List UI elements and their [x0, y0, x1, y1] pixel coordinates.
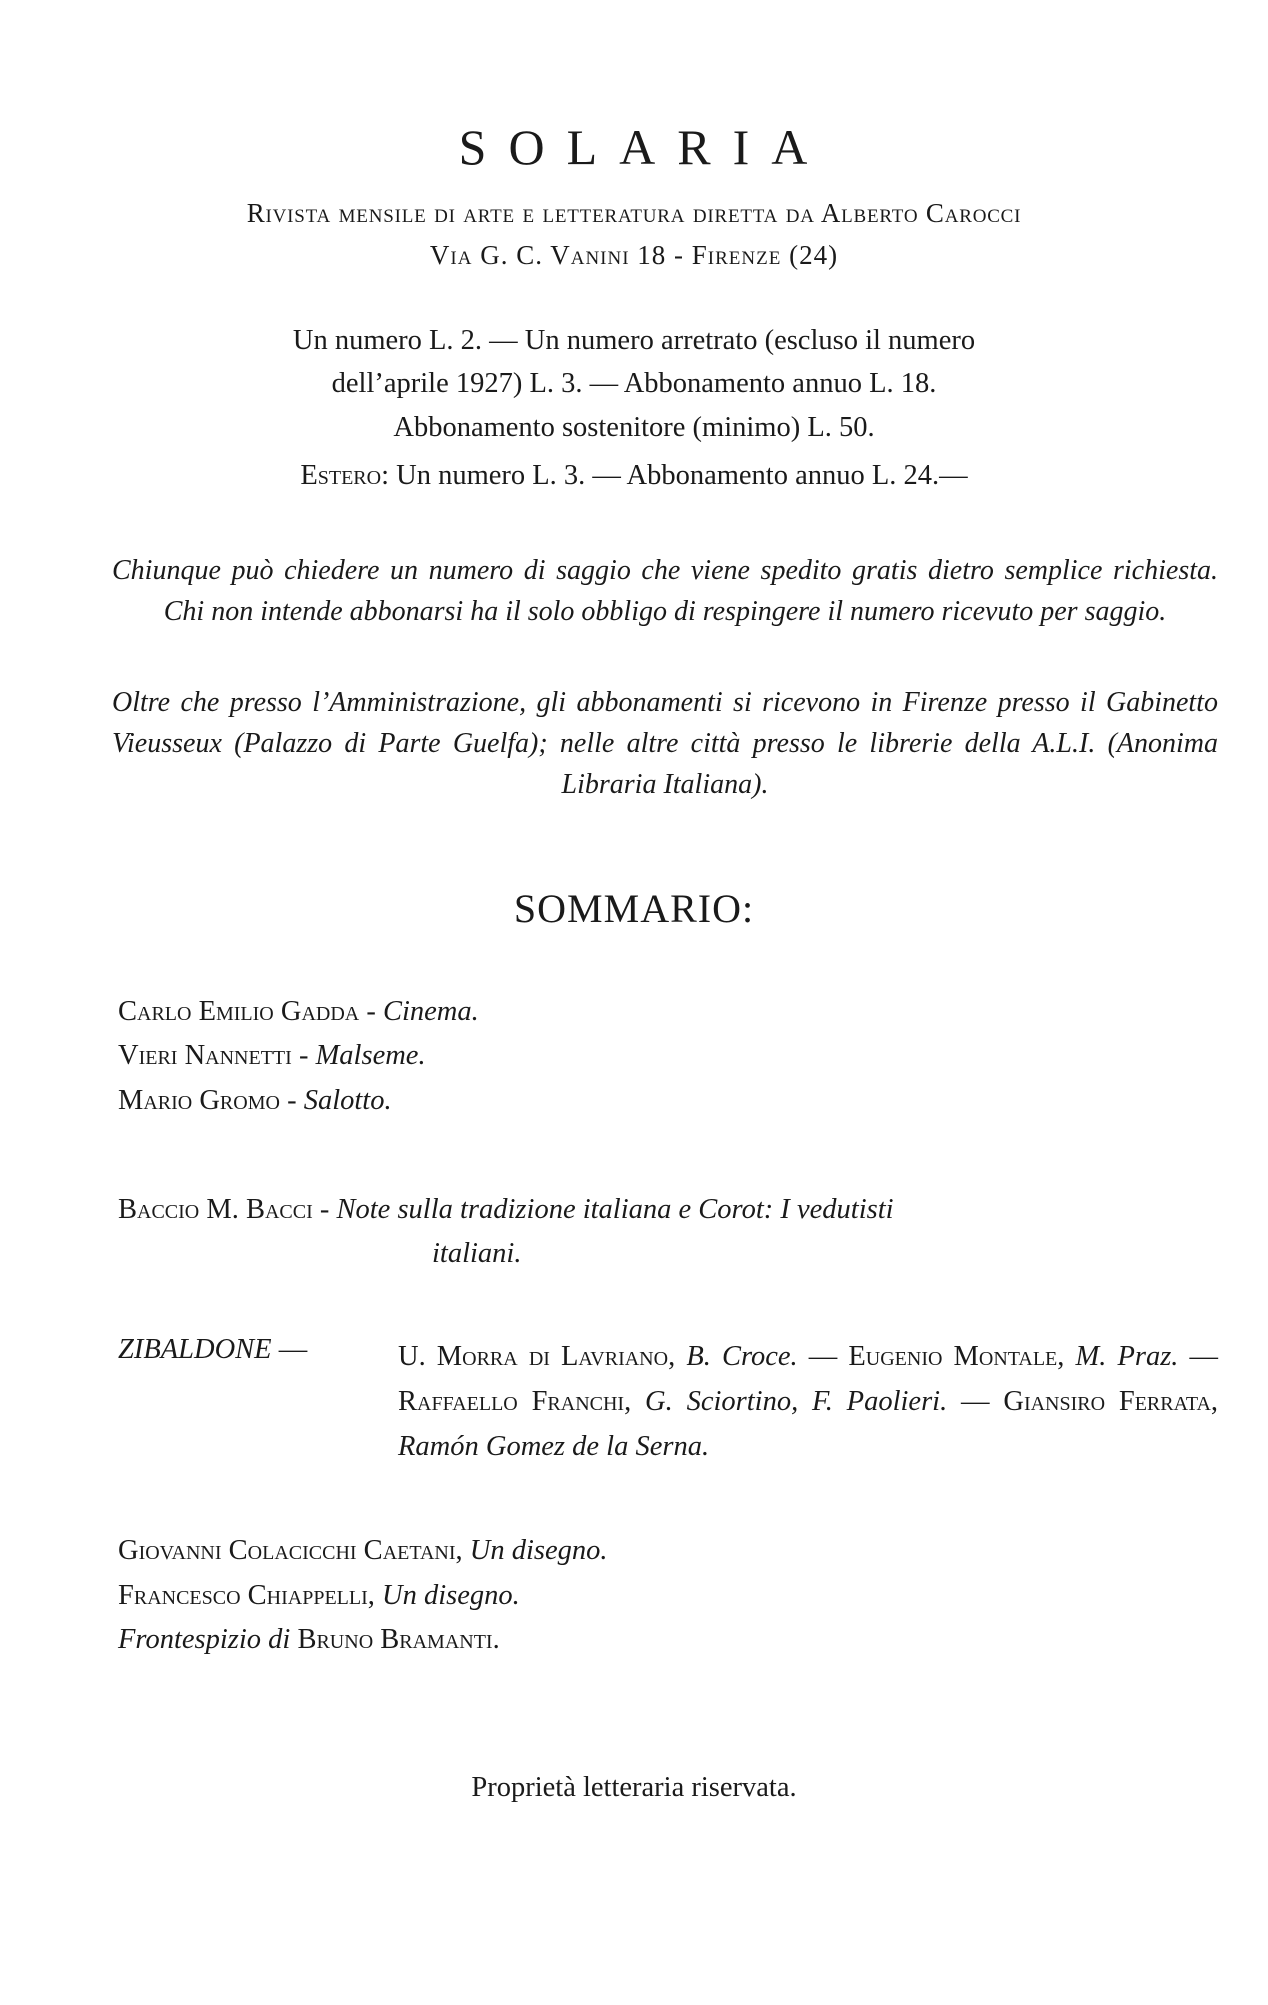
price-line-1: Un numero L. 2. — Un numero arretrato (escluso il numero	[292, 325, 976, 356]
zibaldone-dash: —	[271, 1334, 308, 1365]
zib-work: Ramón Gomez de la Serna.	[398, 1431, 710, 1462]
price-line-estero	[0, 460, 1268, 492]
toc-entry-bacci	[118, 1194, 894, 1226]
zib-work: B. Croce.	[686, 1341, 798, 1372]
price-line-3: Abbonamento sostenitore (minimo) L. 50.	[393, 412, 875, 443]
estero-text: : Un numero L. 3. — Abbonamento annuo L. 24.—	[381, 460, 968, 491]
price-line-2: dell’aprile 1927) L. 3. — Abbonamento annuo L. 18.	[331, 368, 937, 399]
zib-author: Raffaello Franchi	[398, 1386, 625, 1417]
toc-work: Note sulla tradizione italiana e Corot: I vedutisti	[336, 1194, 894, 1225]
zib-author: U. Morra di Lavriano	[398, 1341, 669, 1372]
toc-work: Malseme.	[315, 1040, 426, 1071]
illus-work: Un disegno.	[382, 1580, 520, 1611]
magazine-title: SOLARIA	[458, 119, 830, 175]
sommario-heading: SOMMARIO:	[513, 886, 755, 931]
zib-author: Eugenio Montale	[848, 1341, 1058, 1372]
toc-sep: -	[359, 996, 383, 1027]
toc-work: Cinema.	[382, 996, 479, 1027]
illus-work: Un disegno.	[469, 1535, 608, 1566]
illustration-entry: Giovanni Colacicchi Caetani, Un disegno.	[118, 1535, 608, 1566]
magazine-subtitle: Rivista mensile di arte e letteratura diretta da Alberto Carocci	[246, 198, 1022, 228]
toc-entry	[118, 1040, 426, 1072]
estero-label: Estero	[300, 460, 382, 491]
zib-work: G. Sciortino, F. Paolieri.	[645, 1386, 948, 1417]
magazine-address: Via G. C. Vanini 18 - Firenze (24)	[429, 240, 839, 270]
toc-sep: -	[312, 1194, 337, 1225]
toc-entry	[118, 996, 479, 1028]
toc-author: Baccio M. Bacci	[118, 1194, 313, 1225]
frontispiece-entry	[118, 1624, 500, 1656]
zibaldone-title: ZIBALDONE	[118, 1334, 272, 1365]
toc-sep: -	[291, 1040, 316, 1071]
zib-work: M. Praz.	[1075, 1341, 1179, 1372]
subscription-note: Oltre che presso l’Amministrazione, gli abbonamenti si ricevono in Firenze presso il Gabinetto Vieusseux (Palazzo di Parte Guelfa); nelle altre città presso le librerie della A.L.I. (Anonima Libraria Italiana).	[112, 687, 1218, 800]
zibaldone-contents: U. Morra di Lavriano, B. Croce. — Eugenio Montale, M. Praz. — Raffaello Franchi, G. Sciortino, F. Paolieri. — Giansiro Ferrata, Ramón Gomez de la Serna.	[398, 1341, 1219, 1462]
zib-author: Giansiro Ferrata	[1003, 1386, 1211, 1417]
illustration-entry: Francesco Chiappelli, Un disegno.	[118, 1580, 520, 1611]
toc-sep: -	[279, 1085, 304, 1116]
toc-work-continuation: italiani.	[432, 1238, 522, 1269]
toc-author: Vieri Nannetti	[118, 1040, 292, 1071]
copyright-notice: Proprietà letteraria riservata.	[471, 1772, 797, 1803]
sample-note: Chiunque può chiedere un numero di saggio che viene spedito gratis dietro semplice richiesta. Chi non intende abbonarsi ha il solo obbligo di respingere il numero ricevuto per saggio.	[112, 555, 1218, 627]
toc-work: Salotto.	[303, 1085, 392, 1116]
toc-author: Mario Gromo	[118, 1085, 280, 1116]
frontispiece-prefix: Frontespizio di	[118, 1624, 291, 1655]
zibaldone-label	[118, 1334, 307, 1366]
frontispiece-author: Bruno Bramanti.	[297, 1624, 500, 1655]
toc-entry	[118, 1085, 392, 1117]
toc-author: Carlo Emilio Gadda	[118, 996, 360, 1027]
illus-author: Francesco Chiappelli	[118, 1580, 368, 1611]
illus-author: Giovanni Colacicchi Caetani	[118, 1535, 456, 1566]
